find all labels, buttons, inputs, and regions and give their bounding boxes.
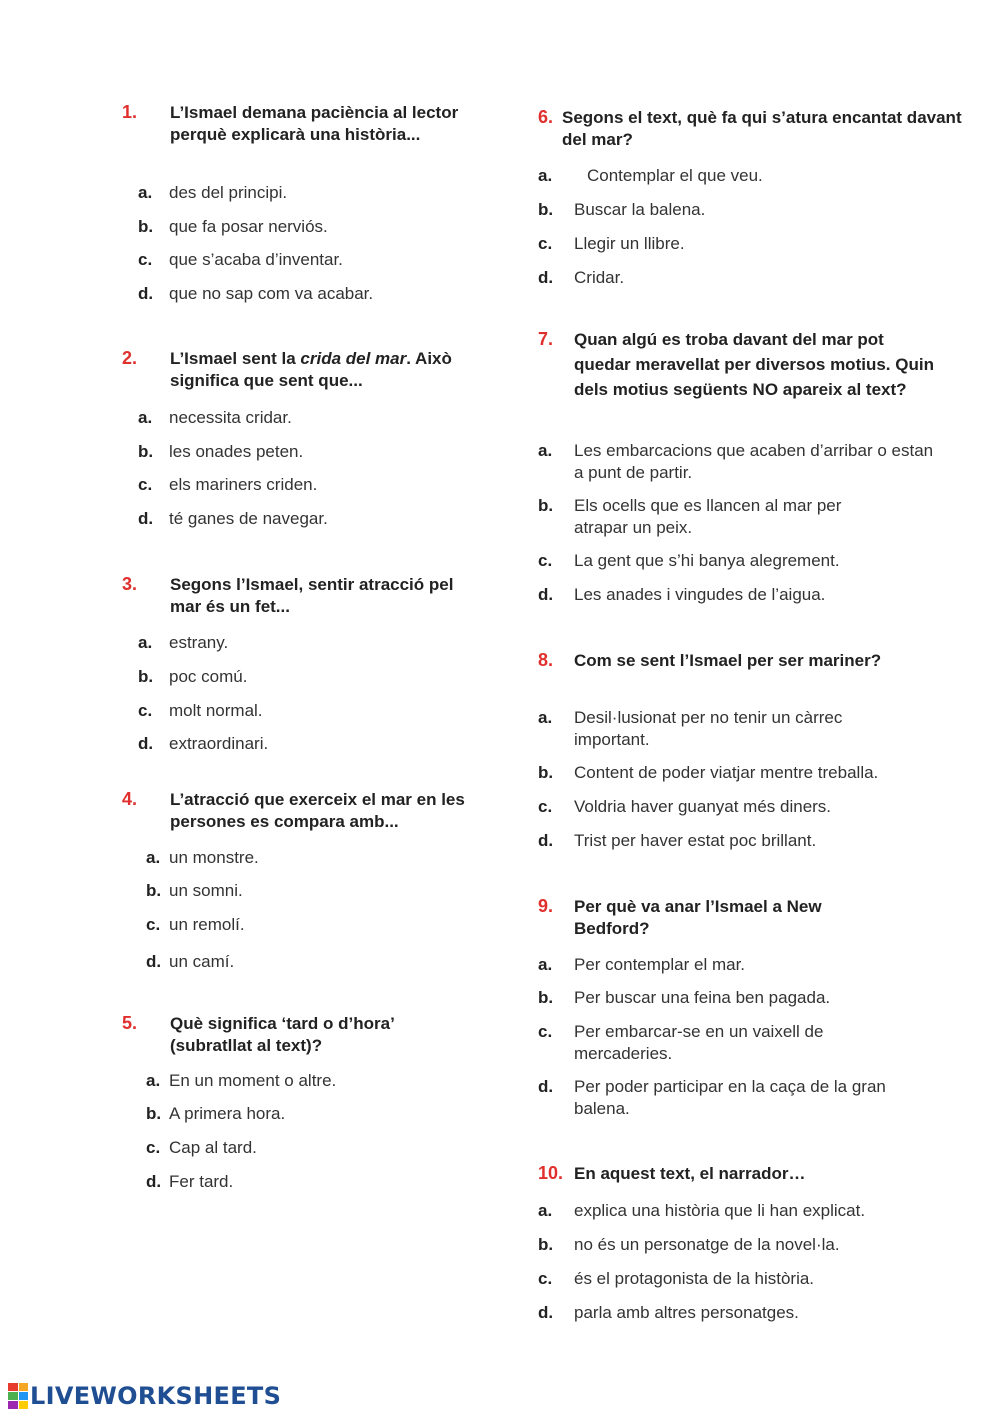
liveworksheets-logo[interactable] [8,1380,281,1412]
option-3b[interactable]: b. poc comú. [138,667,248,686]
question-text: Segons el text, què fa qui s’atura encantat davant del mar? [562,108,962,149]
question-text: L’Ismael demana paciència al lector perquè explicarà una història... [170,103,459,144]
question-number: 4. [122,789,138,809]
option-5a[interactable]: a. En un moment o altre. [146,1071,337,1090]
question-8 [538,650,978,672]
option-9d[interactable]: d. Per poder participar en la caça de la gran balena. [538,1077,886,1118]
option-9c[interactable]: c. Per embarcar-se en un vaixell de mercaderies. [538,1022,824,1063]
question-number: 10. [538,1163,564,1183]
option-3d[interactable]: d. extraordinari. [138,734,269,753]
question-number: 1. [122,102,138,122]
question-number: 7. [538,329,554,349]
option-2b[interactable]: b. les onades peten. [138,442,304,461]
option-1c[interactable]: c. que s’acaba d’inventar. [138,250,343,269]
question-text: En aquest text, el narrador… [574,1164,806,1183]
question-3 [122,574,492,617]
option-4a[interactable]: a. un monstre. [146,848,259,867]
question-number: 5. [122,1013,138,1033]
option-4d[interactable]: d. un camí. [146,952,235,971]
option-7b[interactable]: b. Els ocells que es llancen al mar per atrapar un peix. [538,496,842,537]
question-text: Segons l’Ismael, sentir atracció pel mar és un fet... [170,575,454,616]
question-7 [538,327,978,402]
option-5c[interactable]: c. Cap al tard. [146,1138,257,1157]
option-5b[interactable]: b. A primera hora. [146,1104,286,1123]
liveworksheets-logo-icon [8,1383,28,1409]
option-1a[interactable]: a. des del principi. [138,183,288,202]
option-6b[interactable]: b. Buscar la balena. [538,200,706,219]
option-7d[interactable]: d. Les anades i vingudes de l’aigua. [538,585,826,604]
question-text: Què significa ‘tard o d’hora’ (subratllat al text)? [170,1014,394,1055]
option-6c[interactable]: c. Llegir un llibre. [538,234,685,253]
question-9 [538,896,978,939]
option-1b[interactable]: b. que fa posar nerviós. [138,217,328,236]
question-number: 8. [538,650,554,670]
option-2c[interactable]: c. els mariners criden. [138,475,318,494]
question-text: Quan algú es troba davant del mar pot quedar meravellat per diversos motius. Quin dels motius següents NO apareix al text? [574,330,934,399]
option-9b[interactable]: b. Per buscar una feina ben pagada. [538,988,831,1007]
option-6d[interactable]: d. Cridar. [538,268,625,287]
option-4c[interactable]: c. un remolí. [146,915,245,934]
option-10a[interactable]: a. explica una història que li han explicat. [538,1201,866,1220]
question-10 [538,1163,978,1185]
option-10b[interactable]: b. no és un personatge de la novel·la. [538,1235,840,1254]
option-10d[interactable]: d. parla amb altres personatges. [538,1303,799,1322]
question-text: L’atracció que exerceix el mar en les persones es compara amb... [170,790,465,831]
option-1d[interactable]: d. que no sap com va acabar. [138,284,374,303]
question-number: 3. [122,574,138,594]
option-2a[interactable]: a. necessita cridar. [138,408,292,427]
question-number: 9. [538,896,554,916]
option-3a[interactable]: a. estrany. [138,633,229,652]
option-8c[interactable]: c. Voldria haver guanyat més diners. [538,797,832,816]
option-5d[interactable]: d. Fer tard. [146,1172,234,1191]
question-2 [122,348,492,391]
question-6 [538,107,978,150]
question-number: 2. [122,348,138,368]
question-text: L’Ismael sent la crida del mar. Això significa que sent que... [170,349,452,390]
option-4b[interactable]: b. un somni. [146,881,243,900]
option-8d[interactable]: d. Trist per haver estat poc brillant. [538,831,817,850]
logo-text: LIVEWORKSHEETS [30,1382,282,1410]
option-7a[interactable]: a. Les embarcacions que acaben d’arribar o estan a punt de partir. [538,441,934,482]
question-number: 6. [538,107,554,127]
option-2d[interactable]: d. té ganes de navegar. [138,509,328,528]
question-5 [122,1013,492,1056]
option-6a[interactable]: a. Contemplar el que veu. [538,166,763,185]
question-text: Com se sent l’Ismael per ser mariner? [574,651,882,670]
question-text: Per què va anar l’Ismael a New Bedford? [574,897,822,938]
option-3c[interactable]: c. molt normal. [138,701,263,720]
option-7c[interactable]: c. La gent que s’hi banya alegrement. [538,551,840,570]
option-8b[interactable]: b. Content de poder viatjar mentre treballa. [538,763,879,782]
question-1 [122,102,482,145]
option-9a[interactable]: a. Per contemplar el mar. [538,955,746,974]
question-4 [122,789,492,832]
option-10c[interactable]: c. és el protagonista de la història. [538,1269,815,1288]
option-8a[interactable]: a. Desil·lusionat per no tenir un càrrec important. [538,708,843,749]
